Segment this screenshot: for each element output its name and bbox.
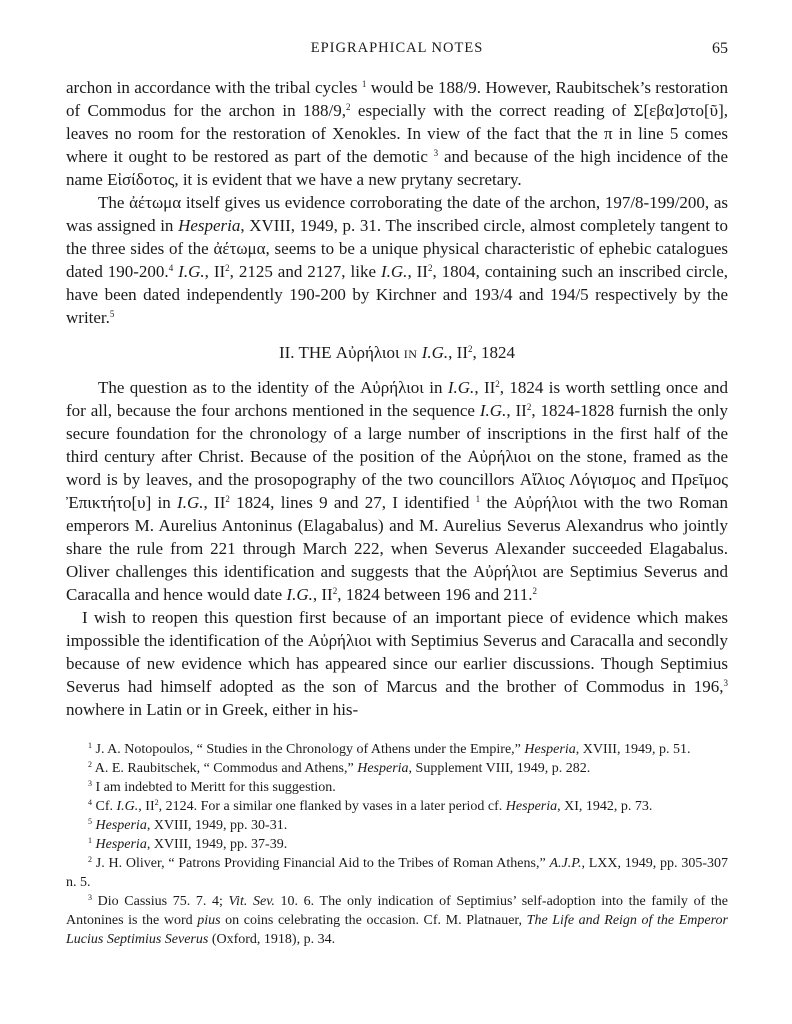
footnotes bbox=[66, 740, 728, 949]
body-text bbox=[66, 76, 728, 721]
paragraph-3: The question as to the identity of the Αὐρήλιοι in I.G., $II^2$, 1824 is worth settling once and for all, because the four archons mentioned in the sequence I.G., $II^2$, 1824-1828 furnish the only secure foundation for the chronology of a large number of inscriptions in the first half of the third century after Christ. Because of the position of the Αὐρήλιοι on the stone, framed as the word is by leaves, and the prosopography of the two councillors Αἴλιος Λόγισμος and Πρεῖμος Ἐπικτήτο[υ] in I.G., $II^2$ 1824, lines 9 and 27, I identified $^1$ the Αὐρήλιοι with the two Roman emperors M. Aurelius Antoninus (Elagabalus) and M. Aurelius Severus Alexandrus who jointly share the rule from 221 through March 222, when Severus Alexander succeeded Elagabalus. Oliver challenges this identification and suggests that the Αὐρήλιοι are Septimius Severus and Caracalla and hence would date I.G., $II^2$, 1824 between 196 and 211.$^2$ bbox=[66, 378, 729, 604]
paragraph-4: I wish to reopen this question first because of an important piece of evidence which makes impossible the identification of the Αὐρήλιοι with Septimius Severus and Caracalla and secondly because of new evidence which has appeared since our earlier discussions. Though Septimius Severus had himself adopted as the son of Marcus and the brother of Commodus in 196,$^3$ nowhere in Latin or in Greek, either in his- bbox=[66, 608, 728, 719]
footnote-ref: 3 bbox=[433, 148, 439, 158]
footnote-ref: 1 bbox=[475, 494, 481, 504]
running-title: EPIGRAPHICAL NOTES bbox=[310, 40, 484, 56]
footnote: $^1$ Hesperia, XVIII, 1949, pp. 37-39. bbox=[88, 836, 288, 852]
footnote: $^2$ J. H. Oliver, “ Patrons Providing Financial Aid to the Tribes of Roman Athens,” A.J.P., LXX, 1949, pp. 305-307 n. 5. bbox=[66, 855, 729, 890]
footnote: $^3$ Dio Cassius 75. 7. 4; Vit. Sev. 10. 6. The only indication of Septimius’ self-adoption into the family of the Antonines is the word pius on coins celebrating the occasion. Cf. M. Platnauer, The Life and Reign of the Emperor Lucius Septimius Severus (Oxford, 1918), p. 34. bbox=[66, 893, 729, 947]
footnote-ref: 4 bbox=[168, 263, 174, 273]
footnote: $^4$ Cf. I.G., $II^2$, 2124. For a similar one flanked by vases in a later period cf. Hesperia, XI, 1942, p. 73. bbox=[88, 798, 653, 814]
running-head bbox=[66, 40, 728, 66]
paragraph-1: archon in accordance with the tribal cycles $^1$ would be 188/9. However, Raubitschek’s restoration of Commodus for the archon in 188/9,$^2$ especially with the correct reading of Σ[εβα]στο[ῦ], leaves no room for the restoration of Xenokles. In view of the fact that the π in line 5 comes where it ought to be restored as part of the demotic $^3$ and because of the high incidence of the name Εἰσίδοτος, it is evident that we have a new prytany secretary. bbox=[66, 78, 728, 189]
page-number: 65 bbox=[712, 40, 728, 57]
footnote-ref: 2 bbox=[346, 102, 351, 112]
paragraph-2: The ἀέτωμα itself gives us evidence corroborating the date of the archon, 197/8-199/200, as was assigned in Hesperia, XVIII, 1949, p. 31. The inscribed circle, almost completely tangent to the three sides of the ἀέτωμα, seems to be a unique physical characteristic of ephebic catalogues dated 190-200.$^4$ I.G., $II^2$, 2125 and 2127, like I.G., $II^2$, 1804, containing such an inscribed circle, have been dated independently 190-200 by Kirchner and 193/4 and 194/5 respectively by the writer.$^5$ bbox=[66, 193, 728, 327]
section-heading: II. THE Αὐρήλιοι IN I.G., $II^2$, 1824 bbox=[278, 343, 515, 362]
page bbox=[66, 40, 728, 949]
footnote-ref: 1 bbox=[361, 79, 367, 89]
footnote-ref: 3 bbox=[723, 678, 728, 688]
footnote: $^1$ J. A. Notopoulos, “ Studies in the Chronology of Athens under the Empire,” Hesperia, XVIII, 1949, p. 51. bbox=[88, 741, 691, 757]
footnote: $^2$ A. E. Raubitschek, “ Commodus and Athens,” Hesperia, Supplement VIII, 1949, p. 282. bbox=[88, 760, 591, 776]
footnote-ref: 2 bbox=[532, 586, 538, 596]
footnote-ref: 5 bbox=[109, 309, 115, 319]
footnote: $^3$ I am indebted to Meritt for this suggestion. bbox=[88, 779, 336, 795]
footnote: $^5$ Hesperia, XVIII, 1949, pp. 30-31. bbox=[88, 817, 288, 833]
